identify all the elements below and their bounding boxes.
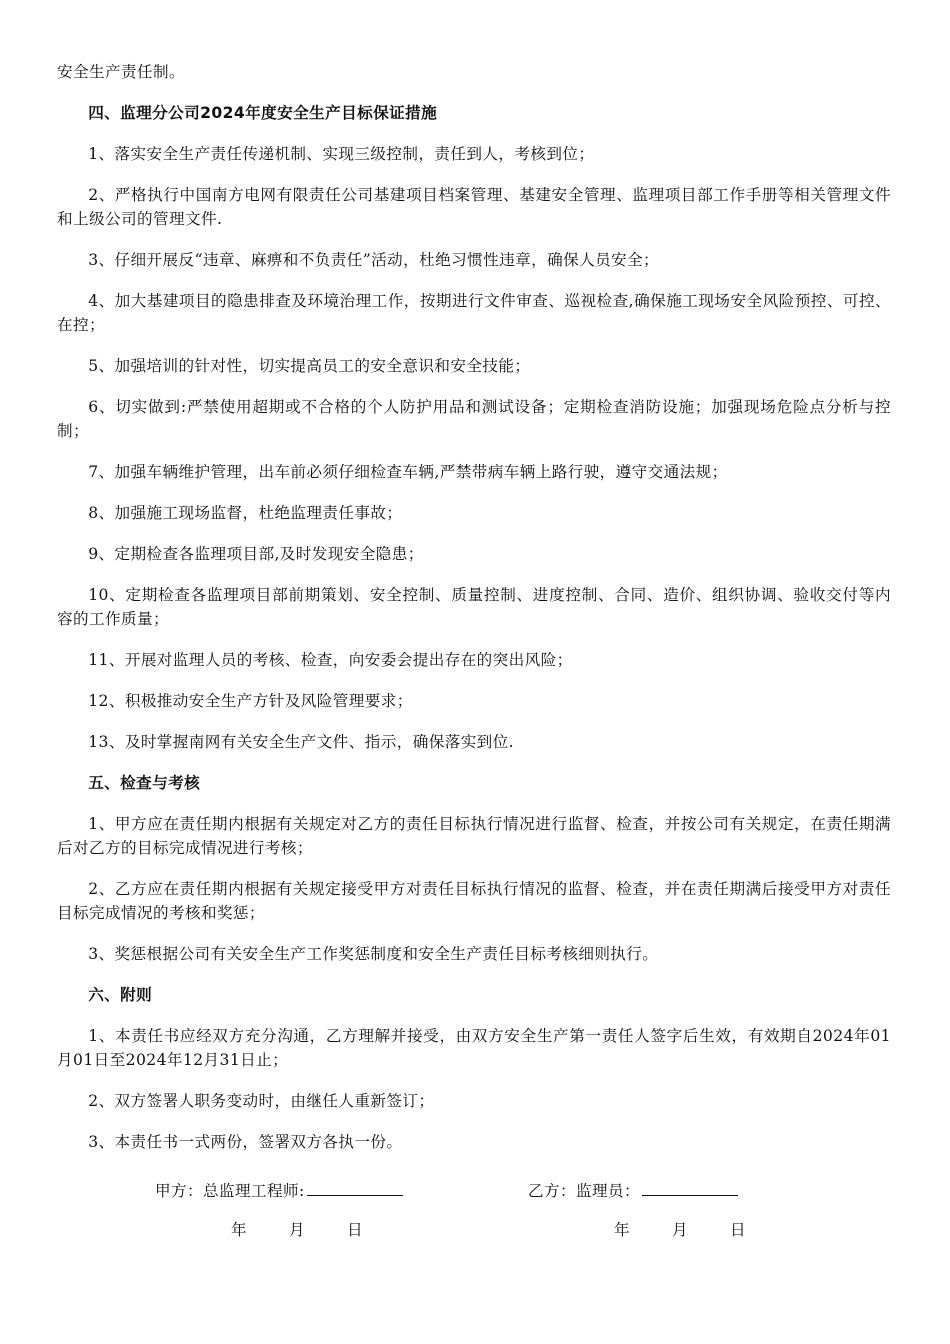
paragraph: 12、积极推动安全生产方针及风险管理要求； bbox=[88, 692, 413, 710]
paragraph: 3、奖惩根据公司有关安全生产工作奖惩制度和安全生产责任目标考核细则执行。 bbox=[88, 945, 659, 963]
paragraph: 8、加强施工现场监督，杜绝监理责任事故； bbox=[88, 504, 403, 522]
party-b-date-day: 日 bbox=[730, 1221, 746, 1239]
paragraph: 7、加强车辆维护管理，出车前必须仔细检查车辆,严禁带病车辆上路行驶，遵守交通法规； bbox=[88, 463, 728, 481]
paragraph: 4、加大基建项目的隐患排查及环境治理工作，按期进行文件审查、巡视检查,确保施工现场安全风险预控、可控、在控； bbox=[57, 292, 891, 334]
paragraph: 2、乙方应在责任期内根据有关规定接受甲方对责任目标执行情况的监督、检查，并在责任期满后接受甲方对责任目标完成情况的考核和奖惩； bbox=[57, 880, 891, 922]
party-a-date-year: 年 bbox=[231, 1221, 247, 1239]
party-a-date-month: 月 bbox=[289, 1221, 305, 1239]
party-b-date-month: 月 bbox=[672, 1221, 688, 1239]
paragraph: 2、双方签署人职务变动时，由继任人重新签订； bbox=[88, 1092, 435, 1110]
paragraph: 3、仔细开展反“违章、麻痹和不负责任”活动，杜绝习惯性违章，确保人员安全； bbox=[88, 251, 660, 269]
paragraph: 3、本责任书一式两份，签署双方各执一份。 bbox=[88, 1133, 403, 1151]
document-body bbox=[57, 60, 891, 1171]
party-b-signature-line bbox=[642, 1178, 738, 1196]
paragraph: 1、落实安全生产责任传递机制、实现三级控制，责任到人，考核到位； bbox=[88, 145, 595, 163]
party-a-signature bbox=[155, 1178, 403, 1201]
paragraph: 1、本责任书应经双方充分沟通，乙方理解并接受，由双方安全生产第一责任人签字后生效，有效期自2024年01月01日至2024年12月31日止； bbox=[57, 1027, 891, 1069]
party-a-label: 甲方：总监理工程师: bbox=[155, 1182, 305, 1200]
paragraph: 11、开展对监理人员的考核、检查，向安委会提出存在的突出风险； bbox=[88, 651, 573, 669]
paragraph: 13、及时掌握南网有关安全生产文件、指示，确保落实到位. bbox=[88, 733, 515, 751]
paragraph: 5、加强培训的针对性，切实提高员工的安全意识和安全技能； bbox=[88, 357, 531, 375]
paragraph: 安全生产责任制。 bbox=[57, 63, 185, 81]
party-b-signature bbox=[528, 1178, 738, 1201]
paragraph: 6、切实做到:严禁使用超期或不合格的个人防护用品和测试设备；定期检查消防设施；加强现场危险点分析与控制； bbox=[57, 398, 891, 440]
party-b-label: 乙方：监理员： bbox=[528, 1182, 640, 1200]
date-row bbox=[0, 1218, 950, 1244]
paragraph: 9、定期检查各监理项目部,及时发现安全隐患； bbox=[88, 545, 424, 563]
signature-row bbox=[0, 1178, 950, 1204]
paragraph: 2、严格执行中国南方电网有限责任公司基建项目档案管理、基建安全管理、监理项目部工作手册等相关管理文件和上级公司的管理文件. bbox=[57, 186, 891, 228]
section-heading: 四、监理分公司2024年度安全生产目标保证措施 bbox=[88, 104, 438, 122]
party-a-signature-line bbox=[307, 1178, 403, 1196]
section-heading: 五、检查与考核 bbox=[88, 774, 201, 792]
paragraph: 10、定期检查各监理项目部前期策划、安全控制、质量控制、进度控制、合同、造价、组织协调、验收交付等内容的工作质量； bbox=[57, 586, 891, 628]
section-heading: 六、附则 bbox=[88, 986, 153, 1004]
party-a-date-day: 日 bbox=[347, 1221, 363, 1239]
paragraph: 1、甲方应在责任期内根据有关规定对乙方的责任目标执行情况进行监督、检查，并按公司有关规定，在责任期满后对乙方的目标完成情况进行考核； bbox=[57, 815, 891, 857]
party-b-date-year: 年 bbox=[614, 1221, 630, 1239]
